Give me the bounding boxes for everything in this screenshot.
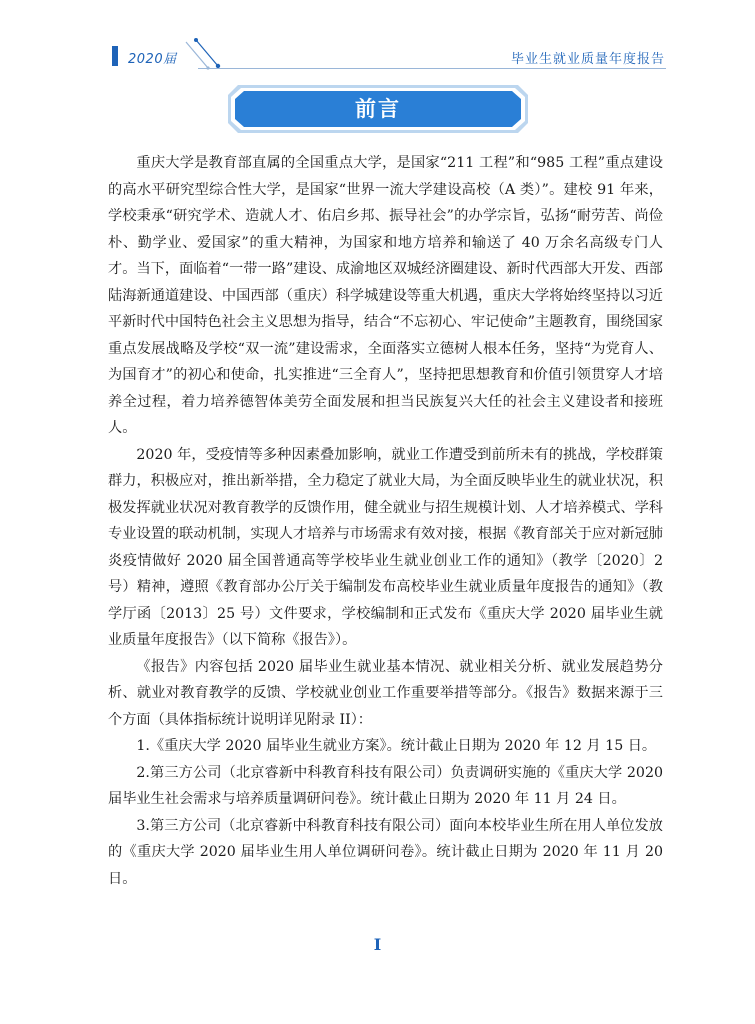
header-divider bbox=[198, 68, 666, 69]
body-text bbox=[108, 150, 663, 892]
paragraph-2020: 2020 年，受疫情等多种因素叠加影响，就业工作遭受到前所未有的挑战，学校群策群力，积极应对，推出新举措，全力稳定了就业大局，为全面反映毕业生的就业状况，积极发挥就业状况对教育教学的反馈作用，健全就业与招生规模计划、人才培养模式、学科专业设置的联动机制，实现人才培养与市场需求有效对接，根据《教育部关于应对新冠肺炎疫情做好 2020 届全国普通高等学校毕业生就业创业工作的通知》（教学〔2020〕2 号）精神，遵照《教育部办公厅关于编制发布高校毕业生就业质量年度报告的通知》（教学厅函〔2013〕25 号）文件要求，学校编制和正式发布《重庆大学 2020 届毕业生就业质量年度报告》（以下简称《报告》）。 bbox=[108, 446, 663, 648]
section-title: 前言 bbox=[355, 97, 401, 121]
paragraph-source-1: 1.《重庆大学 2020 届毕业生就业方案》。统计截止日期为 2020 年 12 月 15 日。 bbox=[136, 738, 657, 754]
page-number: I bbox=[373, 935, 382, 954]
paragraph-report-contents: 《报告》内容包括 2020 届毕业生就业基本情况、就业相关分析、就业发展趋势分析、就业对教育教学的反馈、学校就业创业工作重要举措等部分。《报告》数据来源于三个方面（具体指标统计说明详见附录 II）： bbox=[108, 658, 663, 728]
header-report-title: 毕业生就业质量年度报告 bbox=[510, 52, 665, 67]
section-title-banner bbox=[228, 85, 528, 133]
paragraph-source-2: 2.第三方公司（北京睿新中科教育科技有限公司）负责调研实施的《重庆大学 2020 届毕业生社会需求与培养质量调研问卷》。统计截止日期为 2020 年 11 月 24 日。 bbox=[108, 764, 663, 807]
header-year: 2020届 bbox=[128, 52, 177, 67]
header-decoration-icon bbox=[182, 36, 242, 76]
header-accent-bar bbox=[112, 46, 118, 66]
paragraph-source-3: 3.第三方公司（北京睿新中科教育科技有限公司）面向本校毕业生所在用人单位发放的《重庆大学 2020 届毕业生用人单位调研问卷》。统计截止日期为 2020 年 11 月 20 日。 bbox=[108, 817, 663, 887]
page-header bbox=[0, 0, 755, 80]
paragraph-intro: 重庆大学是教育部直属的全国重点大学，是国家“211 工程”和“985 工程”重点建设的高水平研究型综合性大学，是国家“世界一流大学建设高校（A 类）”。建校 91 年来，学校秉承“研究学术、造就人才、佑启乡邦、振导社会”的办学宗旨，弘扬“耐劳苦、尚俭朴、勤学业、爱国家”的重大精神，为国家和地方培养和输送了 40 万余名高级专门人才。当下，面临着“一带一路”建设、成渝地区双城经济圈建设、新时代西部大开发、西部陆海新通道建设、中国西部（重庆）科学城建设等重大机遇，重庆大学将始终坚持以习近平新时代中国特色社会主义思想为指导，结合“不忘初心、牢记使命”主题教育，围绕国家重点发展战略及学校“双一流”建设需求，全面落实立德树人根本任务，坚持“为党育人、为国育才”的初心和使命，扎实推进“三全育人”，坚持把思想教育和价值引领贯穿人才培养全过程，着力培养德智体美劳全面发展和担当民族复兴大任的社会主义建设者和接班人。 bbox=[108, 155, 663, 436]
